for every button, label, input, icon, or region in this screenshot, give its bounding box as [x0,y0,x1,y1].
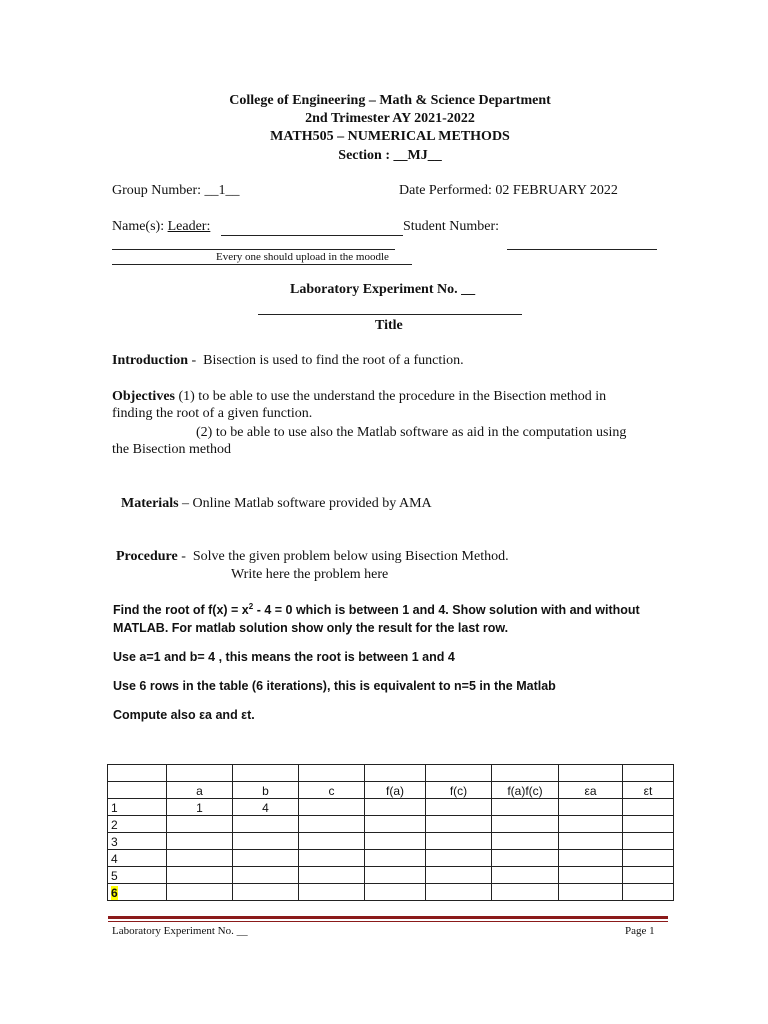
table-header-row [108,782,674,799]
cell-c [299,816,365,833]
problem-text-a: Find the root of f(x) = x [113,603,249,618]
cell-ea [559,867,623,884]
title-label: Title [375,318,403,333]
introduction-dash: - [191,353,197,368]
header-cell-a: a [167,782,233,799]
cell-fafc [492,867,559,884]
table-cell [559,765,623,782]
table-blank-row [108,765,674,782]
course-header: MATH505 – NUMERICAL METHODS [270,129,510,144]
cell-fa [365,867,426,884]
objective-1-line-1: (1) to be able to use the understand the procedure in the Bisection method in [178,389,607,404]
table-cell [365,765,426,782]
lab-experiment-title: Laboratory Experiment No. __ [290,282,476,297]
cell-b: 4 [233,799,299,816]
cell-fa [365,884,426,901]
header-cell-fc: f(c) [426,782,492,799]
problem-errors: Compute also εa and εt. [113,708,255,722]
table-row [108,799,674,816]
cell-fafc [492,833,559,850]
cell-fc [426,884,492,901]
cell-ea [559,833,623,850]
footer-rule-thick [108,916,668,919]
header-cell-index [108,782,167,799]
date-performed-label: Date Performed: [399,183,492,198]
cell-b [233,833,299,850]
table-row [108,833,674,850]
date-performed-value: 02 FEBRUARY 2022 [495,183,618,198]
student-number-blank-line [507,249,657,250]
procedure-dash: - [181,549,186,564]
procedure-text: Solve the given problem below using Bisection Method. [192,549,509,564]
cell-a [167,833,233,850]
cell-c [299,833,365,850]
problem-bounds: Use a=1 and b= 4 , this means the root is between 1 and 4 [113,650,455,664]
student-number-label: Student Number: [403,219,500,234]
cell-fc [426,799,492,816]
objective-1-line-2: finding the root of a given function. [112,406,313,421]
cell-fc [426,833,492,850]
cell-c [299,799,365,816]
cell-b [233,884,299,901]
footer-rule-thin [108,921,668,922]
table-cell [233,765,299,782]
names-row [112,219,210,235]
upload-note: Every one should upload in the moodle [216,251,389,263]
materials-dash: – [182,496,190,511]
cell-ea [559,816,623,833]
cell-c [299,884,365,901]
cell-ea [559,850,623,867]
cell-et [623,816,674,833]
row-index: 2 [108,816,167,833]
cell-a [167,884,233,901]
table-cell [426,765,492,782]
group-number-row [112,183,240,199]
cell-fc [426,850,492,867]
header-cell-fa: f(a) [365,782,426,799]
problem-iterations: Use 6 rows in the table (6 iterations), this is equivalent to n=5 in the Matlab [113,679,556,693]
cell-b [233,867,299,884]
table-cell [492,765,559,782]
footer-lab-label: Laboratory Experiment No. __ [112,925,248,937]
title-blank-line [258,314,522,315]
table-row [108,884,674,901]
materials-text: Online Matlab software provided by AMA [192,496,432,511]
table-cell [623,765,674,782]
cell-a [167,867,233,884]
procedure-note: Write here the problem here [231,567,389,582]
footer-page-number: Page 1 [625,925,655,937]
name-blank-line [112,249,395,250]
cell-fafc [492,799,559,816]
table-row [108,850,674,867]
highlighted-row-number: 6 [111,886,118,900]
introduction-row [112,353,464,369]
materials-row [121,496,432,512]
objectives-row [112,389,606,405]
row-index: 5 [108,867,167,884]
objective-2-line-1: (2) to be able to use also the Matlab software as aid in the computation using [196,425,627,440]
header-cell-c: c [299,782,365,799]
header-cell-et: εt [623,782,674,799]
group-number-value: __1__ [204,183,240,198]
cell-ea [559,799,623,816]
section-header: Section : __MJ__ [338,148,442,163]
cell-fa [365,850,426,867]
introduction-text: Bisection is used to find the root of a function. [203,353,464,368]
problem-line-2: MATLAB. For matlab solution show only the result for the last row. [113,621,509,635]
cell-et [623,799,674,816]
row-index: 1 [108,799,167,816]
cell-ea [559,884,623,901]
cell-a [167,816,233,833]
cell-c [299,867,365,884]
table-cell [299,765,365,782]
objectives-label: Objectives [112,389,175,404]
college-header: College of Engineering – Math & Science Department [229,93,551,108]
cell-fa [365,816,426,833]
row-index: 4 [108,850,167,867]
leader-label: Leader: [167,219,211,234]
row-index [108,884,167,901]
date-performed-row [399,183,618,199]
bisection-table [107,764,674,901]
cell-b [233,850,299,867]
procedure-row [116,549,509,565]
cell-fc [426,816,492,833]
cell-fa [365,833,426,850]
header-cell-ea: εa [559,782,623,799]
cell-c [299,850,365,867]
materials-label: Materials [121,496,179,511]
leader-blank-line [221,235,403,236]
row-index: 3 [108,833,167,850]
table-cell [167,765,233,782]
group-number-label: Group Number: [112,183,202,198]
cell-et [623,884,674,901]
cell-fafc [492,816,559,833]
trimester-header: 2nd Trimester AY 2021-2022 [305,111,475,126]
cell-a [167,850,233,867]
header-cell-fafc: f(a)f(c) [492,782,559,799]
procedure-label: Procedure [116,549,178,564]
cell-fa [365,799,426,816]
problem-exponent: 2 [248,602,254,611]
cell-b [233,816,299,833]
cell-et [623,833,674,850]
problem-line-1 [113,602,640,617]
cell-fafc [492,850,559,867]
cell-et [623,850,674,867]
table-cell [108,765,167,782]
problem-text-b: - 4 = 0 which is between 1 and 4. Show solution with and without [253,603,640,618]
cell-et [623,867,674,884]
note-underline [112,264,412,265]
names-label: Name(s): [112,219,165,234]
header-cell-b: b [233,782,299,799]
cell-fc [426,867,492,884]
objective-2-line-2: the Bisection method [112,442,231,457]
introduction-label: Introduction [112,353,188,368]
table-row [108,816,674,833]
table-row [108,867,674,884]
cell-fafc [492,884,559,901]
cell-a: 1 [167,799,233,816]
